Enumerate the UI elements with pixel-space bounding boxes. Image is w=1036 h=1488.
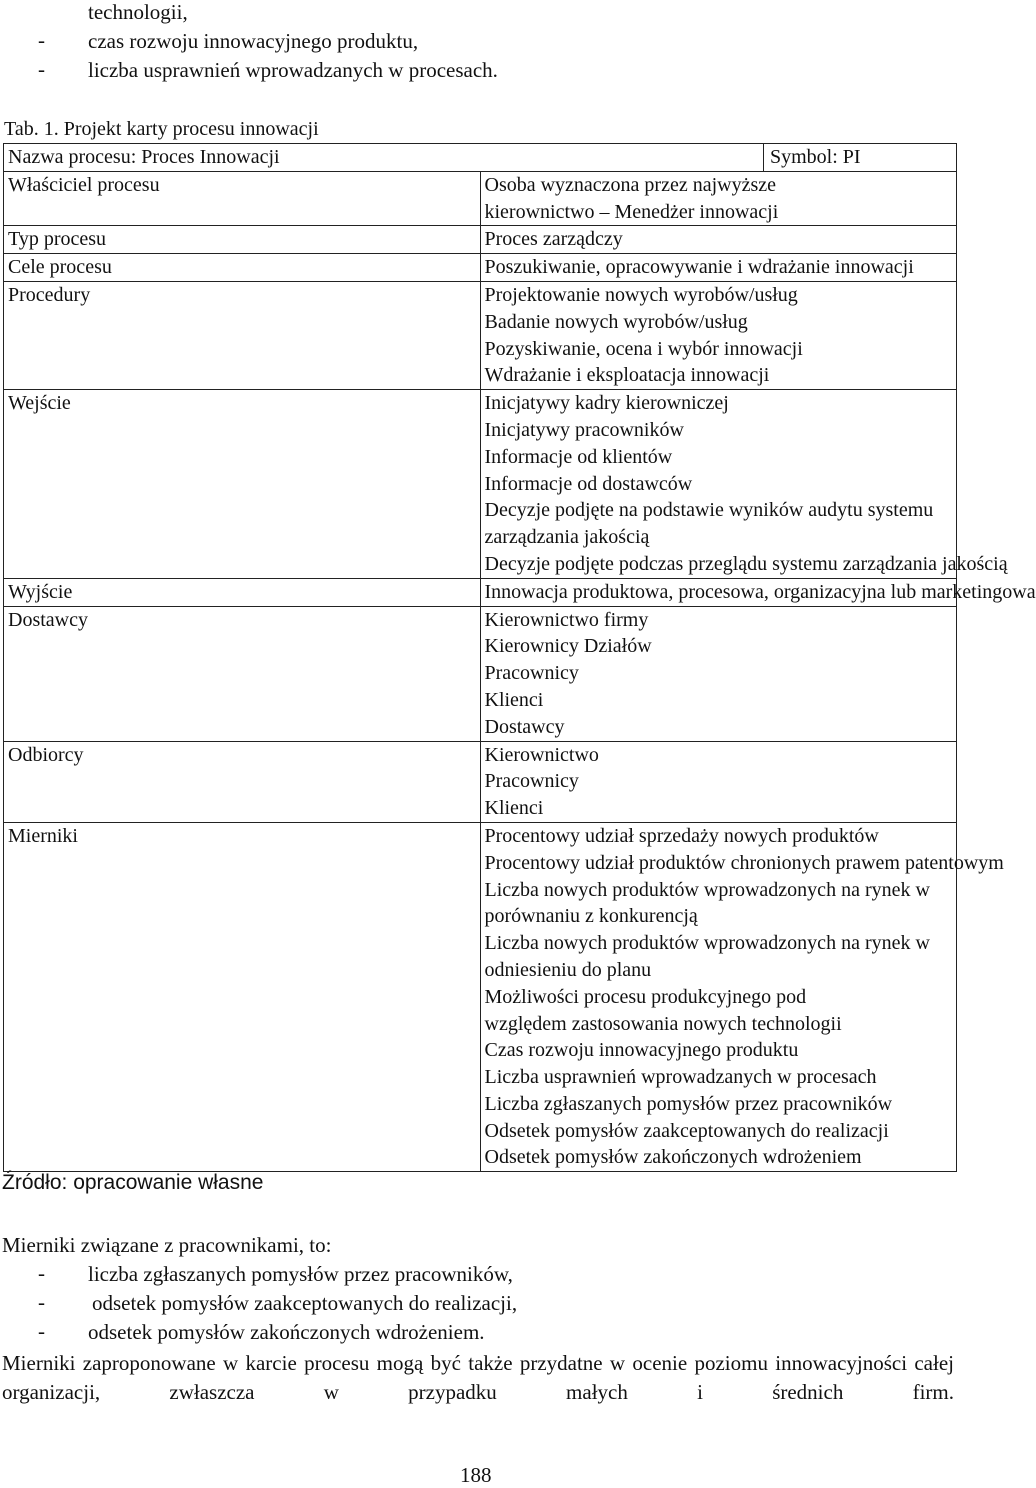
row-value bbox=[480, 741, 957, 822]
list-dash: - bbox=[38, 28, 45, 52]
process-card-table bbox=[3, 143, 1036, 1172]
value-line: Inicjatywy kadry kierowniczej bbox=[484, 392, 729, 415]
value-line: Projektowanie nowych wyrobów/usług bbox=[484, 283, 798, 306]
table-row bbox=[4, 578, 957, 606]
value-line: Odsetek pomysłów zaakceptowanych do realizacji bbox=[484, 1119, 889, 1142]
row-label: Cele procesu bbox=[4, 254, 481, 282]
value-line: Pozyskiwanie, ocena i wybór innowacji bbox=[484, 337, 803, 360]
row-label: Właściciel procesu bbox=[4, 171, 481, 226]
row-label: Procedury bbox=[4, 281, 481, 389]
process-name: Nazwa procesu: Proces Innowacji bbox=[4, 144, 764, 171]
value-line: Badanie nowych wyrobów/usług bbox=[484, 310, 748, 333]
intro-list-item: technologii, bbox=[88, 0, 188, 24]
value-line: Kierownictwo firmy bbox=[484, 608, 649, 631]
list-dash: - bbox=[38, 1261, 45, 1285]
value-line: Procentowy udział produktów chronionych prawem patentowym bbox=[484, 851, 1004, 874]
value-line: Informacje od dostawców bbox=[484, 472, 693, 495]
row-value bbox=[480, 606, 957, 741]
row-label: Mierniki bbox=[4, 822, 481, 1171]
row-label: Odbiorcy bbox=[4, 741, 481, 822]
table-row bbox=[4, 171, 957, 226]
list-dash: - bbox=[38, 1319, 45, 1343]
table-row bbox=[4, 281, 957, 389]
list-item: odsetek pomysłów zakończonych wdrożeniem. bbox=[88, 1320, 485, 1344]
row-label: Wyjście bbox=[4, 578, 481, 606]
value-line: Inicjatywy pracowników bbox=[484, 418, 684, 441]
row-value bbox=[480, 254, 957, 282]
table-row bbox=[4, 606, 957, 741]
value-line: Pracownicy bbox=[484, 770, 579, 793]
value-line: Poszukiwanie, opracowywanie i wdrażanie innowacji bbox=[484, 256, 914, 279]
list-dash: - bbox=[38, 1290, 45, 1314]
table-caption: Tab. 1. Projekt karty procesu innowacji bbox=[4, 118, 319, 140]
value-line: Wdrażanie i eksploatacja innowacji bbox=[484, 364, 770, 387]
table-row bbox=[4, 226, 957, 254]
value-line: Odsetek pomysłów zakończonych wdrożeniem bbox=[484, 1146, 862, 1169]
table-row bbox=[4, 144, 957, 172]
intro-list-item: czas rozwoju innowacyjnego produktu, bbox=[88, 29, 419, 53]
value-line: Pracownicy bbox=[484, 662, 579, 685]
value-line: Liczba nowych produktów wprowadzonych na rynek w porównaniu z konkurencją bbox=[484, 878, 930, 928]
row-value bbox=[480, 171, 957, 226]
value-line: Procentowy udział sprzedaży nowych produktów bbox=[484, 824, 879, 847]
list-item: liczba zgłaszanych pomysłów przez pracowników, bbox=[88, 1262, 513, 1286]
value-line: Dostawcy bbox=[484, 715, 565, 738]
page-number: 188 bbox=[460, 1463, 492, 1487]
value-line: Liczba nowych produktów wprowadzonych na rynek w odniesieniu do planu bbox=[484, 932, 930, 981]
row-value bbox=[480, 281, 957, 389]
table-row bbox=[4, 741, 957, 822]
row-label: Dostawcy bbox=[4, 606, 481, 741]
row-value bbox=[480, 822, 1004, 1171]
paragraph-intro: Mierniki związane z pracownikami, to: bbox=[2, 1233, 332, 1257]
closing-paragraph: Mierniki zaproponowane w karcie procesu mogą być także przydatne w ocenie poziomu innowacyjności całej organizacji, zwłaszcza w przypadku małych i średnich firm. bbox=[2, 1351, 954, 1404]
row-label: Typ procesu bbox=[4, 226, 481, 254]
value-line: Decyzje podjęte podczas przeglądu systemu zarządzania jakością bbox=[484, 552, 1008, 575]
value-line: Liczba zgłaszanych pomysłów przez pracowników bbox=[484, 1092, 893, 1115]
value-line: Innowacja produktowa, procesowa, organizacyjna lub marketingowa bbox=[484, 580, 1036, 603]
value-line: Klienci bbox=[484, 797, 544, 820]
row-value bbox=[480, 226, 957, 254]
table-row bbox=[4, 822, 957, 1171]
table-row bbox=[4, 254, 957, 282]
value-line: Klienci bbox=[484, 688, 544, 711]
row-value bbox=[480, 390, 1008, 579]
value-line: Decyzje podjęte na podstawie wyników audytu systemu zarządzania jakością bbox=[484, 499, 934, 549]
value-line: Kierownicy Działów bbox=[484, 635, 652, 658]
value-line: Informacje od klientów bbox=[484, 445, 673, 468]
process-symbol: Symbol: PI bbox=[770, 146, 861, 168]
table-source: Źródło: opracowanie własne bbox=[2, 1171, 264, 1194]
intro-list-item: liczba usprawnień wprowadzanych w procesach. bbox=[88, 58, 498, 82]
list-item: odsetek pomysłów zaakceptowanych do realizacji, bbox=[92, 1291, 518, 1315]
value-line: Możliwości procesu produkcyjnego pod względem zastosowania nowych technologii bbox=[484, 985, 842, 1035]
row-label: Wejście bbox=[4, 390, 481, 579]
row-value bbox=[480, 578, 1036, 606]
table-row bbox=[4, 390, 957, 579]
value-line: Proces zarządczy bbox=[484, 228, 623, 251]
list-dash: - bbox=[38, 57, 45, 81]
value-line: Kierownictwo bbox=[484, 743, 599, 766]
value-line: Czas rozwoju innowacyjnego produktu bbox=[484, 1039, 799, 1062]
value-line: Osoba wyznaczona przez najwyższe kierownictwo – Menedżer innowacji bbox=[484, 173, 779, 223]
value-line: Liczba usprawnień wprowadzanych w procesach bbox=[484, 1066, 877, 1089]
